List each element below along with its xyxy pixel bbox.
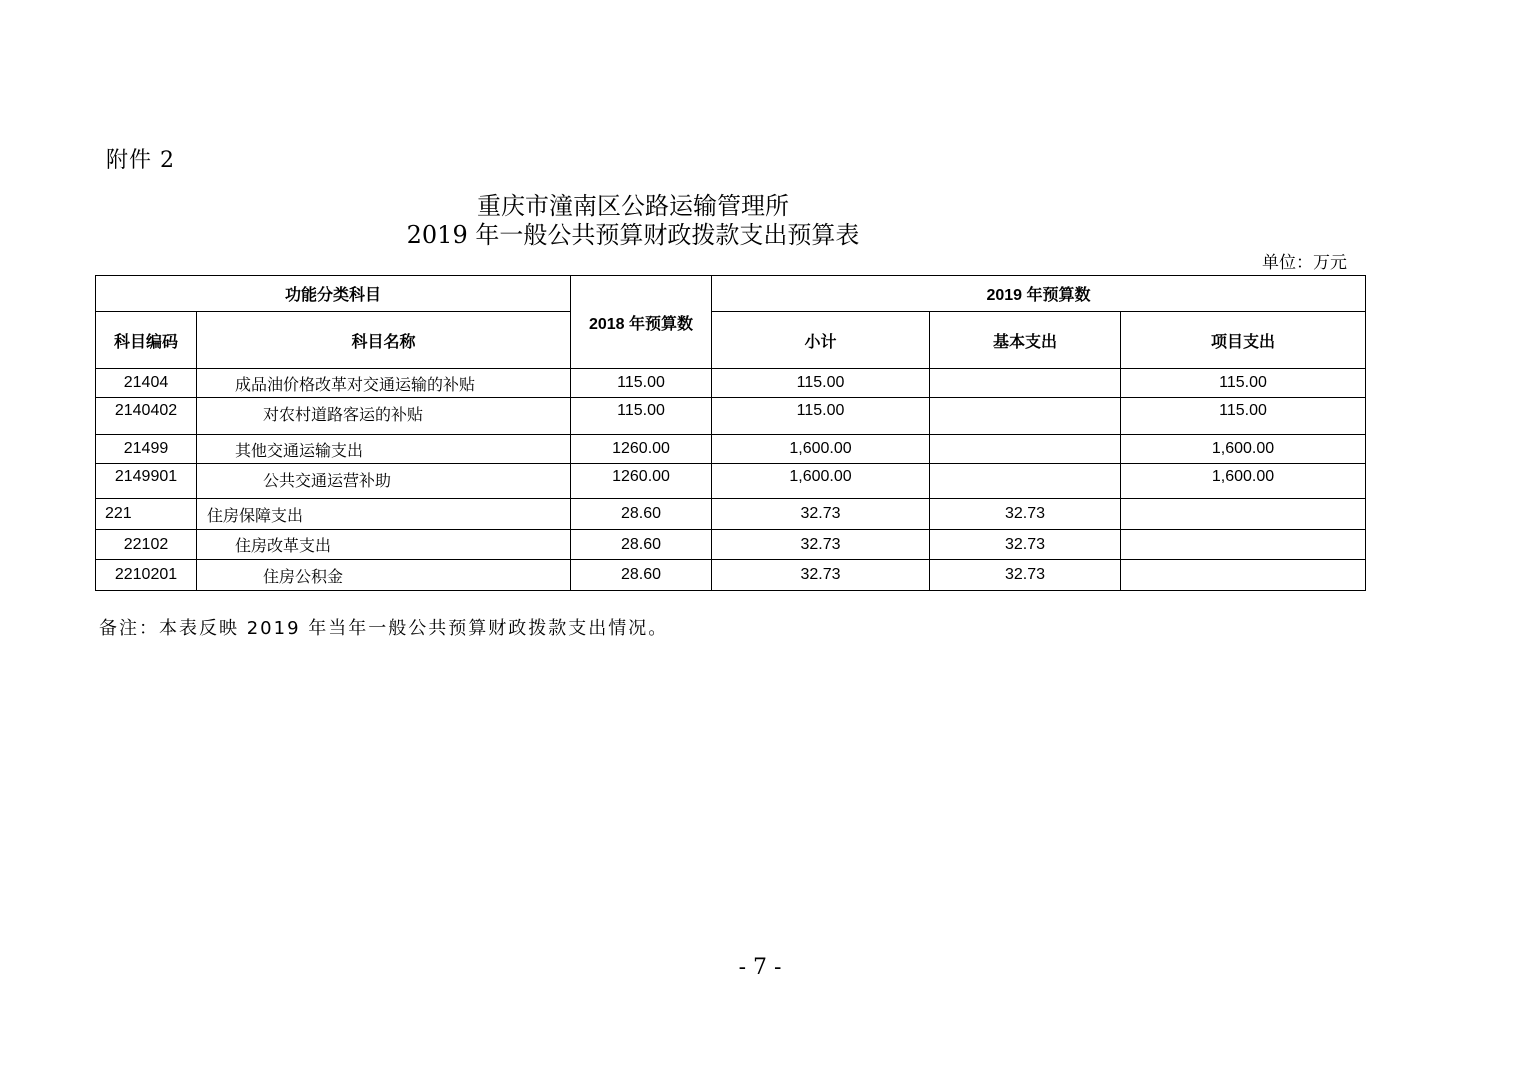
row-subtotal: 1,600.00 (712, 435, 930, 464)
row-project: 115.00 (1121, 398, 1366, 435)
row-name: 成品油价格改革对交通运输的补贴 (197, 369, 571, 398)
table-row (96, 435, 1366, 464)
table-row (96, 398, 1366, 435)
table-row (96, 499, 1366, 530)
header-project: 项目支出 (1121, 312, 1366, 369)
table-row (96, 369, 1366, 398)
document-title-line2: 2019 年一般公共预算财政拨款支出预算表 (406, 221, 860, 249)
header-basic: 基本支出 (930, 312, 1121, 369)
row-basic: 32.73 (930, 530, 1121, 560)
row-name: 对农村道路客运的补贴 (197, 398, 571, 435)
row-budget-2018: 28.60 (571, 560, 712, 591)
table-row (96, 530, 1366, 560)
row-budget-2018: 28.60 (571, 499, 712, 530)
row-budget-2018: 115.00 (571, 398, 712, 435)
header-budget-2018: 2018 年预算数 (571, 276, 712, 369)
row-basic: 32.73 (930, 499, 1121, 530)
row-budget-2018: 1260.00 (571, 464, 712, 499)
unit-label: 单位：万元 (1262, 253, 1347, 273)
header-row-1 (96, 276, 1366, 312)
row-project (1121, 560, 1366, 591)
row-name: 公共交通运营补助 (197, 464, 571, 499)
row-name: 住房公积金 (197, 560, 571, 591)
row-basic (930, 464, 1121, 499)
row-code: 21404 (96, 369, 197, 398)
row-basic: 32.73 (930, 560, 1121, 591)
header-code: 科目编码 (96, 312, 197, 369)
table-row (96, 560, 1366, 591)
row-basic (930, 369, 1121, 398)
row-project: 1,600.00 (1121, 435, 1366, 464)
header-budget-2019: 2019 年预算数 (712, 276, 1366, 312)
row-basic (930, 398, 1121, 435)
header-name: 科目名称 (197, 312, 571, 369)
row-project: 1,600.00 (1121, 464, 1366, 499)
row-name: 住房改革支出 (197, 530, 571, 560)
page-number: - 7 - (738, 955, 782, 980)
header-row-2 (96, 312, 1366, 369)
row-project (1121, 530, 1366, 560)
table-row (96, 464, 1366, 499)
row-code: 2210201 (96, 560, 197, 591)
row-subtotal: 32.73 (712, 530, 930, 560)
row-subtotal: 32.73 (712, 560, 930, 591)
row-budget-2018: 1260.00 (571, 435, 712, 464)
row-project: 115.00 (1121, 369, 1366, 398)
row-budget-2018: 115.00 (571, 369, 712, 398)
row-name: 其他交通运输支出 (197, 435, 571, 464)
header-function-category: 功能分类科目 (96, 276, 571, 312)
row-code: 2149901 (96, 464, 197, 499)
row-subtotal: 115.00 (712, 369, 930, 398)
budget-table (95, 275, 1366, 591)
row-code: 2140402 (96, 398, 197, 435)
row-code: 22102 (96, 530, 197, 560)
row-basic (930, 435, 1121, 464)
row-subtotal: 32.73 (712, 499, 930, 530)
row-project (1121, 499, 1366, 530)
row-name: 住房保障支出 (197, 499, 571, 530)
row-subtotal: 1,600.00 (712, 464, 930, 499)
row-code: 21499 (96, 435, 197, 464)
row-code: 221 (96, 499, 197, 530)
header-subtotal: 小计 (712, 312, 930, 369)
row-subtotal: 115.00 (712, 398, 930, 435)
footnote: 备注：本表反映 2019 年当年一般公共预算财政拨款支出情况。 (99, 618, 669, 639)
row-budget-2018: 28.60 (571, 530, 712, 560)
attachment-label: 附件 2 (106, 148, 175, 173)
document-title-line1: 重庆市潼南区公路运输管理所 (477, 192, 789, 220)
